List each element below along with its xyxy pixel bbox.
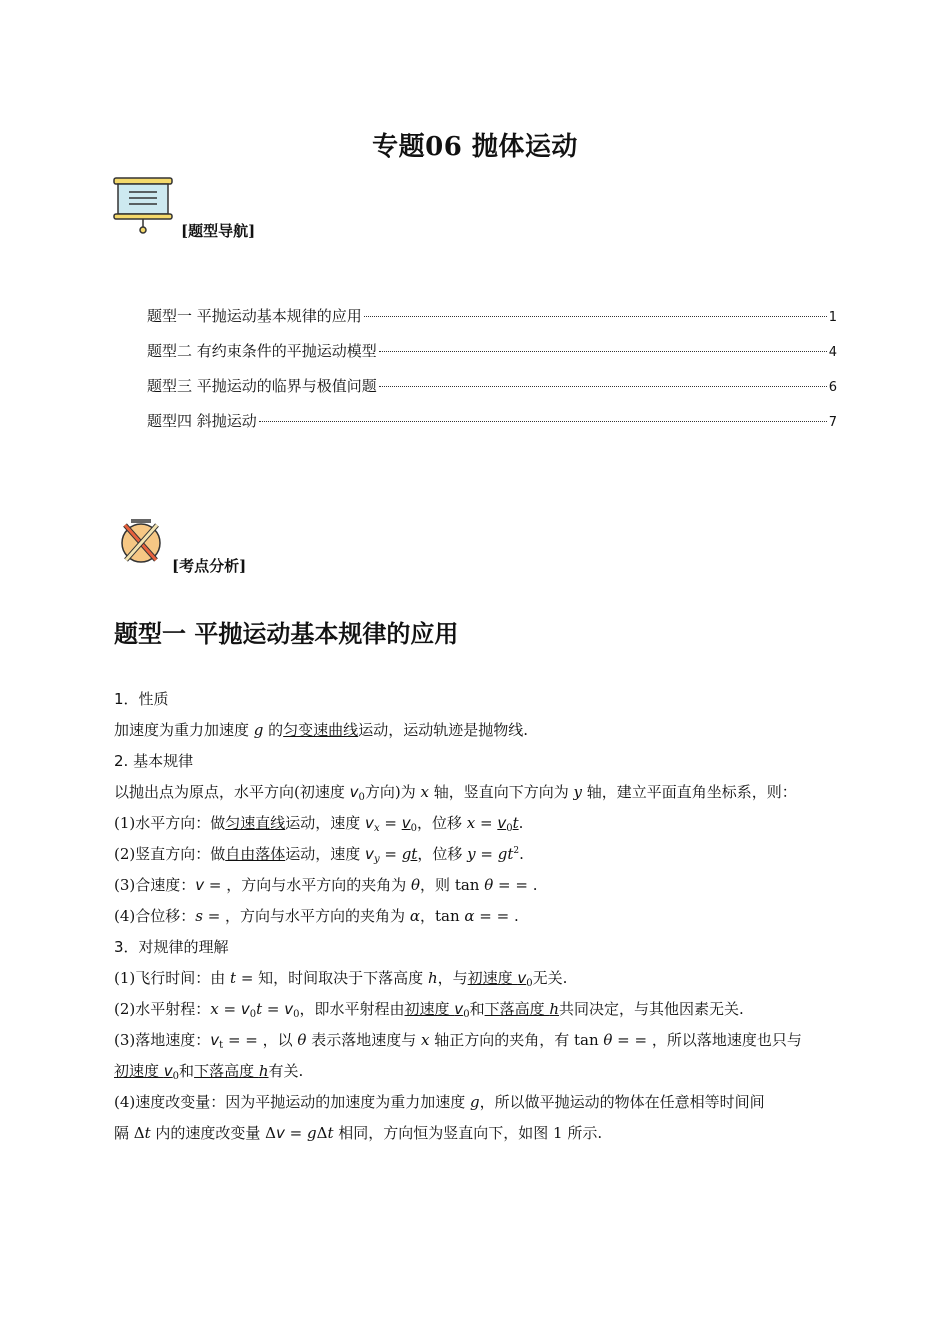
toc-item-label: 题型四 斜抛运动 <box>147 412 257 430</box>
heading-understanding: 3．对规律的理解 <box>114 938 229 956</box>
understanding-velocity-change-cont: 隔 Δt 内的速度改变量 Δv = gΔt 相同，方向恒为竖直向下，如图 1 所示. <box>114 1124 603 1142</box>
toc-item[interactable] <box>147 375 837 410</box>
understanding-flight-time: (1)飞行时间：由 t = 知，时间取决于下落高度 h，与初速度 $v_0$无关. <box>114 969 568 989</box>
toc-item-page: 1 <box>828 310 837 325</box>
toc-leader-dots <box>379 386 827 387</box>
understanding-range: (2)水平射程：$x = v_0t = v_0$，即水平射程由初速度 $v_0$和下落高度 h共同决定，与其他因素无关. <box>114 1000 744 1020</box>
rule-horizontal: (1)水平方向：做匀速直线运动，速度 $v_x = v_0$，位移 $x = v_0t$. <box>114 814 524 834</box>
toc-leader-dots <box>259 421 827 422</box>
toc-item-label: 题型三 平抛运动的临界与极值问题 <box>147 377 377 395</box>
paragraph-properties: 加速度为重力加速度 g 的匀变速曲线运动，运动轨迹是抛物线. <box>114 721 528 739</box>
toc-item-page: 7 <box>828 415 837 430</box>
heading-basic-laws: 2. 基本规律 <box>114 752 194 770</box>
heading-properties: 1．性质 <box>114 690 169 708</box>
toc-item-label: 题型二 有约束条件的平抛运动模型 <box>147 342 377 360</box>
toc-item[interactable] <box>147 305 837 340</box>
rule-resultant-displacement: (4)合位移：s = ，方向与水平方向的夹角为 α，tan α = = . <box>114 907 519 925</box>
toc-item-page: 6 <box>828 380 837 395</box>
section-body <box>114 684 838 1149</box>
paragraph-coordinate-system: 以抛出点为原点，水平方向(初速度 $v_0$方向)为 x 轴，竖直向下方向为 y 轴，建立平面直角坐标系，则： <box>114 783 797 803</box>
table-of-contents <box>147 305 837 445</box>
toc-item[interactable] <box>147 340 837 375</box>
projector-screen-icon <box>112 176 174 236</box>
analysis-label: [考点分析] <box>172 557 247 575</box>
toc-item-label: 题型一 平抛运动基本规律的应用 <box>147 307 362 325</box>
toc-item-page: 4 <box>828 345 837 360</box>
toc-leader-dots <box>364 316 827 317</box>
nav-label: [题型导航] <box>181 222 256 240</box>
understanding-velocity-change: (4)速度改变量：因为平抛运动的加速度为重力加速度 g，所以做平抛运动的物体在任意相等时间间 <box>114 1093 765 1111</box>
page-title: 专题06 抛体运动 <box>372 132 578 162</box>
crossed-pencils-icon <box>116 516 166 566</box>
toc-leader-dots <box>379 351 827 352</box>
understanding-landing-velocity-cont: 初速度 $v_0$和下落高度 h有关. <box>114 1062 304 1082</box>
toc-item[interactable] <box>147 410 837 445</box>
understanding-landing-velocity: (3)落地速度：$v_t$ = = ，以 θ 表示落地速度与 x 轴正方向的夹角，有 tan θ = = ，所以落地速度也只与 <box>114 1031 802 1051</box>
section-title: 题型一 平抛运动基本规律的应用 <box>114 619 459 648</box>
rule-vertical: (2)竖直方向：做自由落体运动，速度 $v_y$ = gt，位移 $y = gt^2$. <box>114 845 524 865</box>
rule-resultant-velocity: (3)合速度：v = ，方向与水平方向的夹角为 θ，则 tan θ = = . <box>114 876 538 894</box>
